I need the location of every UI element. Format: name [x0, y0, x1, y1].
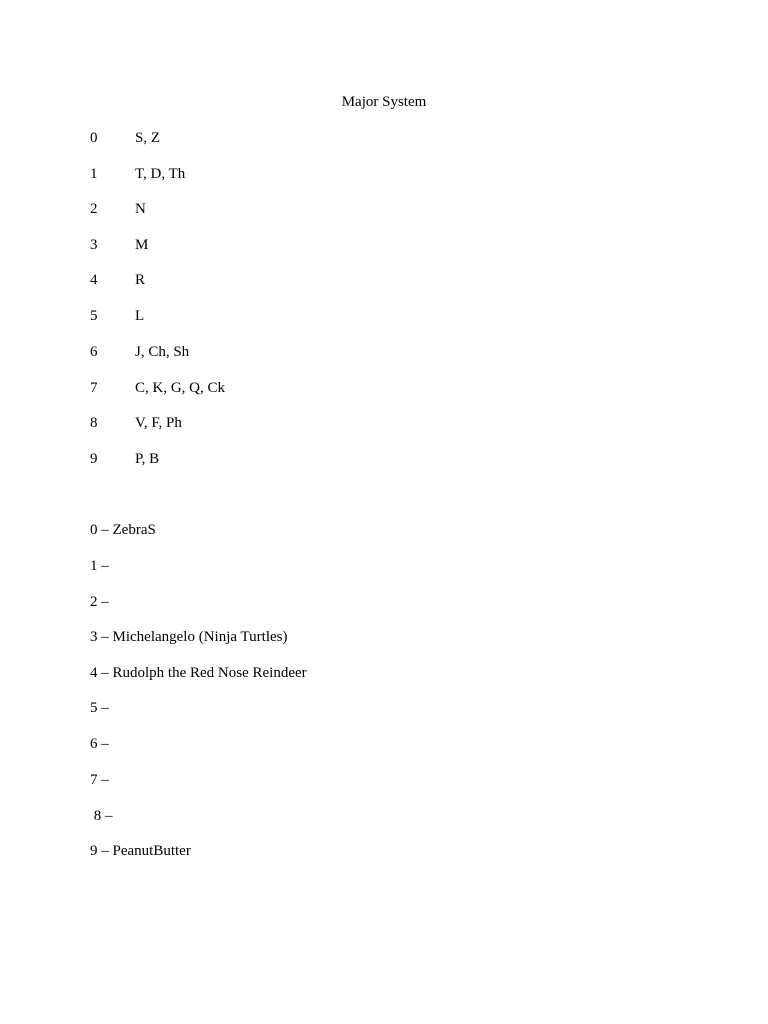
list-item: 4 – Rudolph the Red Nose Reindeer	[90, 665, 307, 681]
table-digit: 4	[90, 272, 98, 288]
table-digit: 1	[90, 166, 98, 182]
table-letters: C, K, G, Q, Ck	[135, 380, 226, 396]
table-digit: 2	[90, 201, 98, 217]
table-letters: M	[135, 237, 149, 253]
list-item: 0 – ZebraS	[90, 522, 156, 538]
table-letters: L	[135, 308, 145, 324]
document-title: Major System	[341, 94, 427, 110]
table-digit: 8	[90, 415, 98, 431]
table-letters: R	[135, 272, 146, 288]
list-item: 8 –	[90, 808, 113, 824]
list-item: 7 –	[90, 772, 109, 788]
table-digit: 9	[90, 451, 98, 467]
table-letters: T, D, Th	[135, 166, 186, 182]
table-letters: J, Ch, Sh	[135, 344, 190, 360]
table-letters: N	[135, 201, 146, 217]
table-digit: 6	[90, 344, 98, 360]
table-digit: 5	[90, 308, 98, 324]
table-letters: P, B	[135, 451, 160, 467]
table-letters: S, Z	[135, 130, 161, 146]
table-digit: 3	[90, 237, 98, 253]
list-item: 9 – PeanutButter	[90, 843, 191, 859]
table-letters: V, F, Ph	[135, 415, 182, 431]
list-item: 1 –	[90, 558, 109, 574]
table-digit: 0	[90, 130, 98, 146]
list-item: 6 –	[90, 736, 109, 752]
list-item: 5 –	[90, 700, 109, 716]
list-item: 3 – Michelangelo (Ninja Turtles)	[90, 629, 288, 645]
table-digit: 7	[90, 380, 98, 396]
list-item: 2 –	[90, 594, 109, 610]
